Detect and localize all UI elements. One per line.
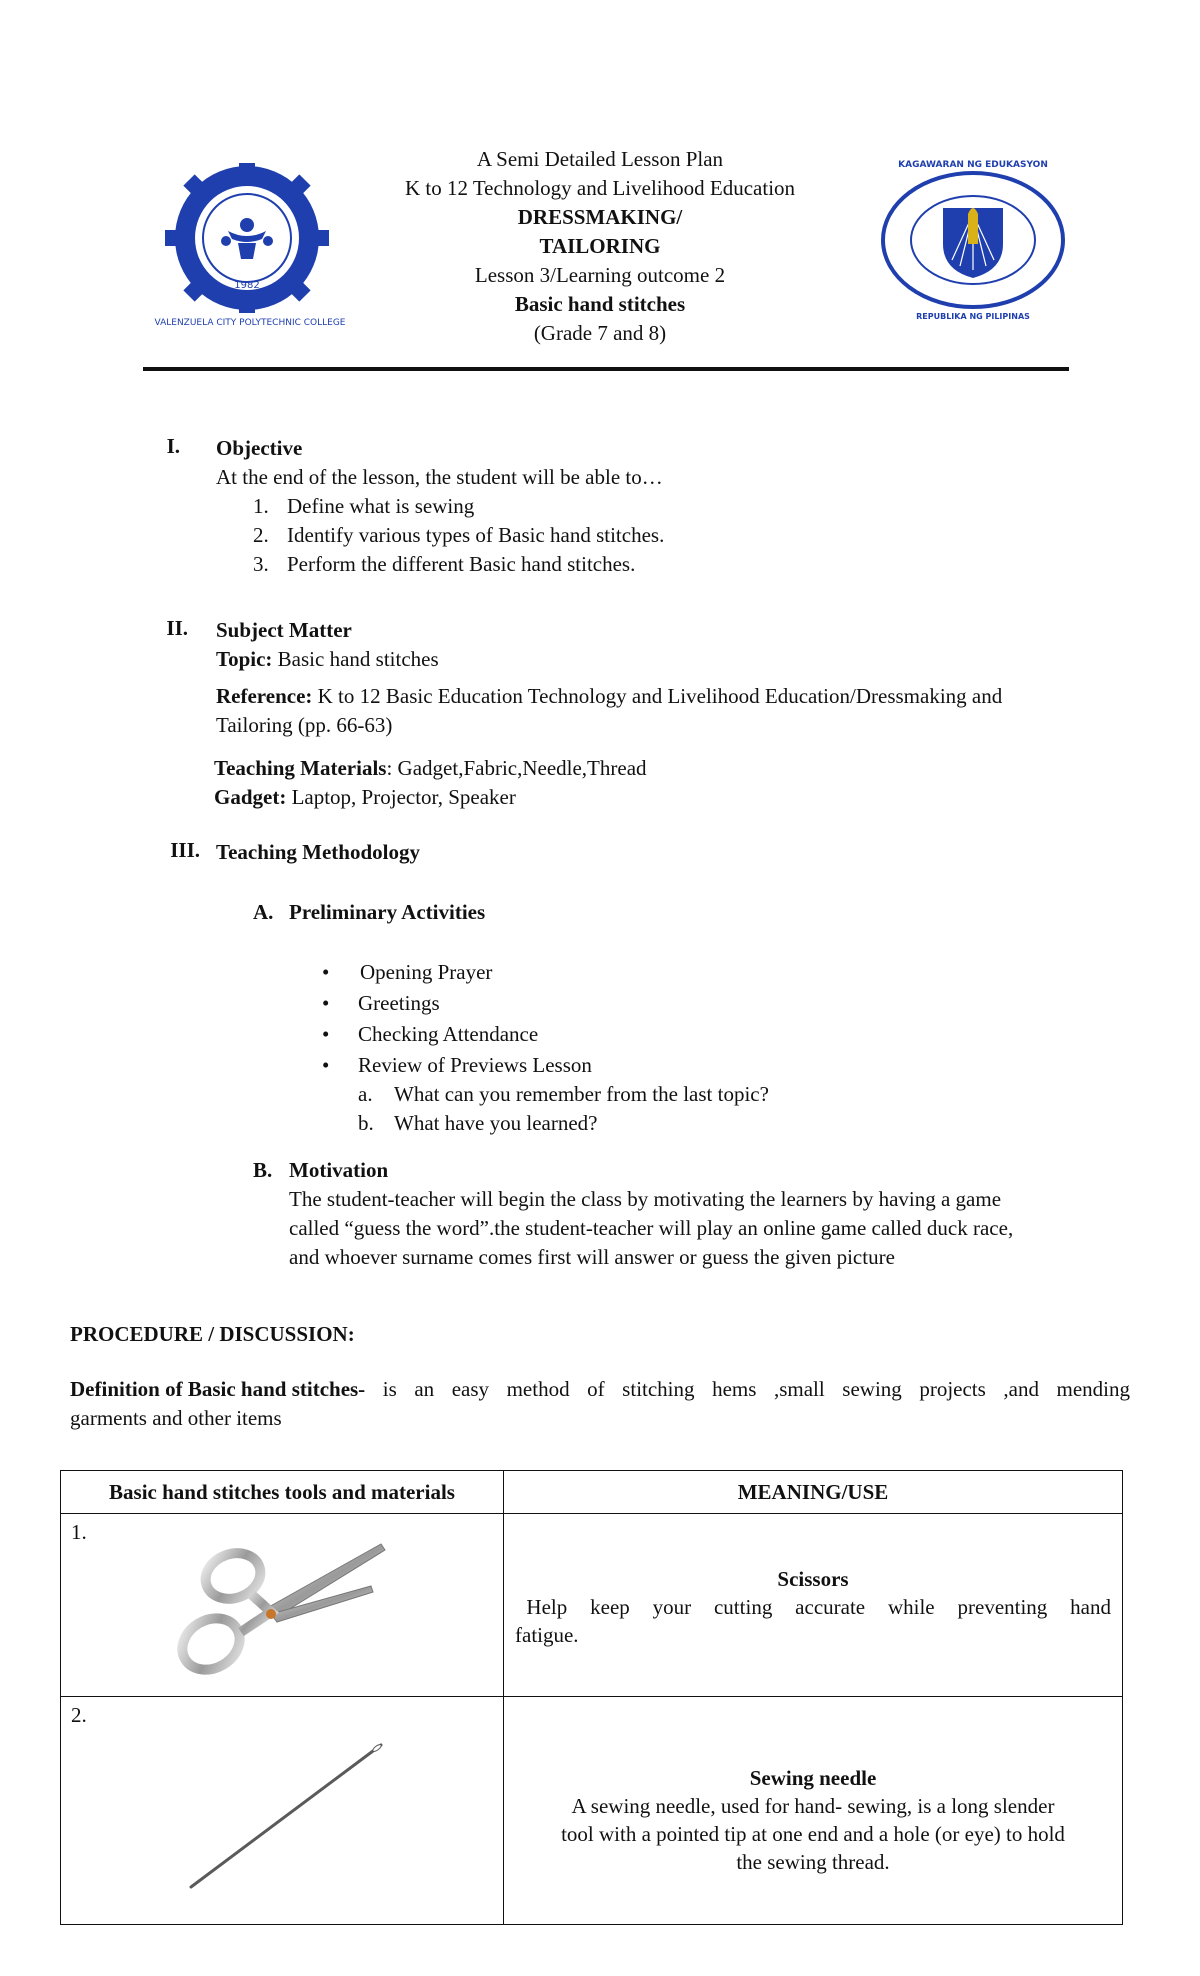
subject-topic: Topic: Basic hand stitches bbox=[216, 647, 439, 671]
list-item: • Opening Prayer bbox=[322, 960, 493, 984]
list-item: 1. Define what is sewing bbox=[253, 494, 475, 518]
meaning-cell: Sewing needle A sewing needle, used for hand- sewing, is a long slender tool with a pointed tip at one end and a hole (or eye) to hold the sewing thread. bbox=[504, 1697, 1123, 1925]
list-item: 2. Identify various types of Basic hand stitches. bbox=[253, 523, 665, 547]
section-numeral-2: II. bbox=[166, 616, 188, 640]
list-item: • Greetings bbox=[322, 991, 440, 1015]
tool-cell: 2. bbox=[61, 1697, 504, 1925]
objective-intro: At the end of the lesson, the student will be able to… bbox=[216, 465, 663, 489]
list-item: • Checking Attendance bbox=[322, 1022, 539, 1046]
subject-reference: Reference: K to 12 Basic Education Technology and Livelihood Education/Dressmaking and Tailoring (pp. 66-63) bbox=[216, 684, 1003, 737]
tool-cell: 1. bbox=[61, 1514, 504, 1697]
deped-seal-top-text: KAGAWARAN NG EDUKASYON bbox=[898, 160, 1048, 170]
motivation-text: The student-teacher will begin the class by motivating the learners by having a game called “guess the word”.the student-teacher will play an online game called duck race, and whoever surname comes first will answer or guess the given picture bbox=[289, 1187, 1014, 1269]
header-block bbox=[350, 145, 850, 348]
tool-name: Sewing needle bbox=[749, 1766, 877, 1790]
procedure-definition: Definition of Basic hand stitches- is an easy method of stitching hems ,small sewing projects ,and mending garments and other items bbox=[70, 1377, 1130, 1430]
header-lesson: Lesson 3/Learning outcome 2 bbox=[474, 263, 726, 287]
header-course-2: TAILORING bbox=[539, 234, 661, 258]
list-item: • Review of Previews Lesson bbox=[322, 1053, 592, 1077]
prelim-heading: A. Preliminary Activities bbox=[253, 900, 486, 924]
college-logo-text: VALENZUELA CITY POLYTECHNIC COLLEGE bbox=[154, 318, 346, 328]
list-item: 3. Perform the different Basic hand stitches. bbox=[253, 552, 636, 576]
table-header-row bbox=[61, 1471, 1123, 1514]
list-item: b. What have you learned? bbox=[358, 1111, 598, 1135]
header-course-1: DRESSMAKING/ bbox=[517, 205, 683, 229]
section-numeral-1: I. bbox=[166, 434, 180, 458]
objective-list bbox=[253, 492, 664, 579]
meaning-cell: Scissors Help keep your cutting accurate while preventing hand fatigue. bbox=[504, 1514, 1123, 1697]
deped-seal-bottom-text: REPUBLIKA NG PILIPINAS bbox=[916, 312, 1030, 321]
tool-name: Scissors bbox=[777, 1567, 849, 1591]
college-logo bbox=[152, 163, 342, 313]
subject-materials: Teaching Materials: Gadget,Fabric,Needle,Thread Gadget: Laptop, Projector, Speaker bbox=[214, 756, 647, 809]
procedure-title: PROCEDURE / DISCUSSION: bbox=[70, 1322, 355, 1346]
deped-seal bbox=[880, 170, 1066, 310]
motivation-heading: B. Motivation bbox=[253, 1158, 389, 1182]
table-header-tools: Basic hand stitches tools and materials bbox=[61, 1471, 504, 1514]
tools-table bbox=[60, 1470, 1123, 1925]
header-title: A Semi Detailed Lesson Plan bbox=[476, 147, 724, 171]
list-item: a. What can you remember from the last topic? bbox=[358, 1082, 769, 1106]
header-grade: (Grade 7 and 8) bbox=[533, 321, 667, 345]
method-title: Teaching Methodology bbox=[216, 840, 420, 864]
header-subject: K to 12 Technology and Livelihood Education bbox=[404, 176, 796, 200]
table-row bbox=[61, 1514, 1123, 1697]
svg-text:1982: 1982 bbox=[234, 280, 260, 291]
prelim-bullets bbox=[322, 958, 769, 1138]
needle-image bbox=[181, 1737, 401, 1897]
subject-title: Subject Matter bbox=[216, 618, 352, 642]
objective-title: Objective bbox=[216, 436, 303, 460]
table-row bbox=[61, 1697, 1123, 1925]
header-divider bbox=[143, 367, 1069, 371]
table-header-meaning: MEANING/USE bbox=[504, 1471, 1123, 1514]
header-topic: Basic hand stitches bbox=[514, 292, 686, 316]
section-numeral-3: III. bbox=[170, 838, 200, 862]
scissors-image bbox=[171, 1536, 391, 1686]
